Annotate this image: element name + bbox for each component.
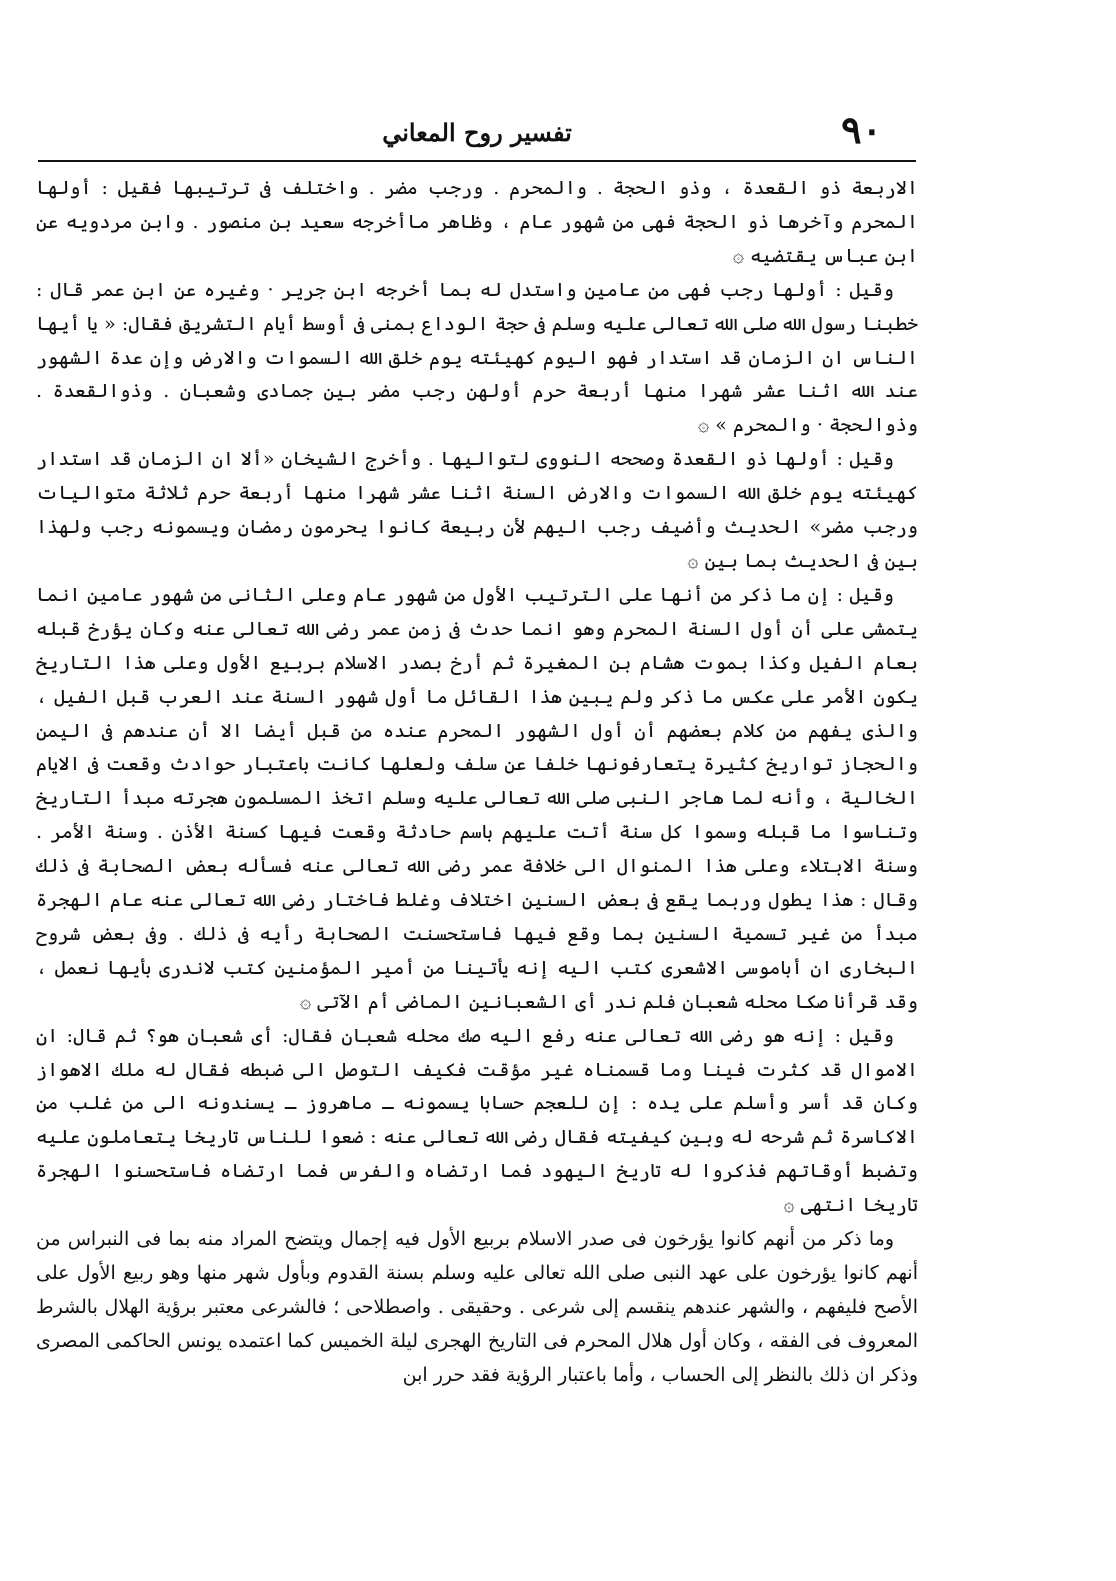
paragraph: وقيل : إنه هو رضى الله تعالى عنه رفع اليه صك محله شعبان فقال: أى شعبان هو؟ ثم قال: ان الاموال قد كثرت فينا وما قسمناه غير مؤقت فكيف التوصل الى ضبطه فقال له ملك الاهواز وكان قد أسر وأسلم على يده : إن للعجم حسابا يسمونه ـ ماهروز ـ يسندونه الى من غلب من الاكاسرة ثم شرحه له وبين كيفيته فقال رضى الله تعالى عنه : ضعوا للناس تاريخا يتعاملون عليه وتضبط أوقاتهم فذكروا له تاريخ اليهود فما ارتضاه والفرس فما ارتضاه فاستحسنوا الهجرة تاريخا انتهى ۞ <box>36 1024 918 1217</box>
page-header <box>38 108 916 158</box>
page-number: ٩٠ <box>841 107 882 152</box>
book-title: تفسير روح المعاني <box>382 118 572 147</box>
paragraph: وقيل : أولها ذو القعدة وصححه النووى لتواليها . وأخرج الشيخان «ألا ان الزمان قد استدار كهيئته يوم خلق الله السموات والارض السنة اثنا عشر شهرا منها أربعة حرم ثلاثة متواليات ورجب مضر» الحديث وأضيف رجب اليهم لأن ربيعة كانوا يحرمون رمضان ويسمونه رجب ولهذا بين فى الحديث بما بين ۞ <box>36 448 918 572</box>
paragraph: الاربعة ذو القعدة ، وذو الحجة . والمحرم . ورجب مضر . واختلف فى ترتيبها فقيل : أولها المحرم وآخرها ذو الحجة فهى من شهور عام ، وظاهر ماأخرجه سعيد بن منصور . وابن مردويه عن ابن عباس يقتضيه ‌۞ <box>36 177 918 267</box>
paragraph: وما ذكر من أنهم كانوا يؤرخون فى صدر الاسلام بربيع الأول فيه إجمال ويتضح المراد منه بما فى النبراس من أنهم كانوا يؤرخون على عهد النبى صلى الله تعالى عليه وسلم بسنة القدوم وبأول شهر منها وهو ربيع الأول على الأصح فليفهم ، والشهر عندهم ينقسم إلى شرعى . وحقيقى . واصطلاحى ؛ فالشرعى معتبر برؤية الهلال بالشرط المعروف فى الفقه ، وكان أول هلال المحرم فى التاريخ الهجرى ليلة الخميس كما اعتمده يونس الحاكمى المصرى وذكر ان ذلك بالنظر إلى الحساب ، وأما باعتبار الرؤية فقد حرر ابن <box>36 1228 918 1386</box>
paragraph: وقيل : إن ما ذكر من أنها على الترتيب الأول من شهور عام وعلى الثانى من شهور عامين انما يتمشى على أن أول السنة المحرم وهو انما حدث فى زمن عمر رضى الله تعالى عنه وكان يؤرخ قبله بعام الفيل وكذا بموت هشام بن المغيرة ثم أرخ بصدر الاسلام بربيع الأول وعلى هذا التاريخ يكون الأمر على عكس ما ذكر ولم يبين هذا القائل ما أول شهور السنة عند العرب قبل الفيل ، والذى يفهم من كلام بعضهم أن أول الشهور المحرم عنده من قبل أيضا الا أن عندهم فى اليمن والحجاز تواريخ كثيرة يتعارفونها خلفا عن سلف ولعلها كانت باعتبار حوادث وقعت فى الايام الخالية ، وأنه لما هاجر النبى صلى الله تعالى عليه وسلم اتخذ المسلمون هجرته مبدأ التاريخ وتناسوا ما قبله وسموا كل سنة أتت عليهم باسم حادثة وقعت فيها كسنة الأذن . وسنة الأمر . وسنة الابتلاء وعلى هذا المنوال الى خلافة عمر رضى الله تعالى عنه فسأله بعض الصحابة فى ذلك وقال : هذا يطول وربما يقع فى بعض السنين اختلاف وغلط فاختار رضى الله تعالى عنه عام الهجرة مبدأ من غير تسمية السنين بما وقع فيها فاستحسنت الصحابة رأيه فى ذلك . وفى بعض شروح البخارى ان أباموسى الاشعرى كتب اليه إنه يأتينا من أمير المؤمنين كتب لاندرى بأيها نعمل ، وقد قرأنا صكا محله شعبان فلم ندر أى الشعبانين الماضى أم الآتى ۞ <box>36 583 918 1013</box>
text-body <box>36 172 918 1393</box>
header-rule <box>38 160 916 162</box>
paragraph: وقيل : أولها رجب فهى من عامين واستدل له بما أخرجه ابن جرير · وغيره عن ابن عمر قال : خطبنا رسول الله صلى الله تعالى عليه وسلم فى حجة الوداع بمنى فى أوسط أيام التشريق فقال: « يا أيها الناس ان الزمان قد استدار فهو اليوم كهيئته يوم خلق الله السموات والارض وإن عدة الشهور عند الله اثنا عشر شهرا منها أربعة حرم أولهن رجب مضر بين جمادى وشعبان . وذوالقعدة . وذوالحجة · والمحرم » ۞ <box>36 278 918 437</box>
